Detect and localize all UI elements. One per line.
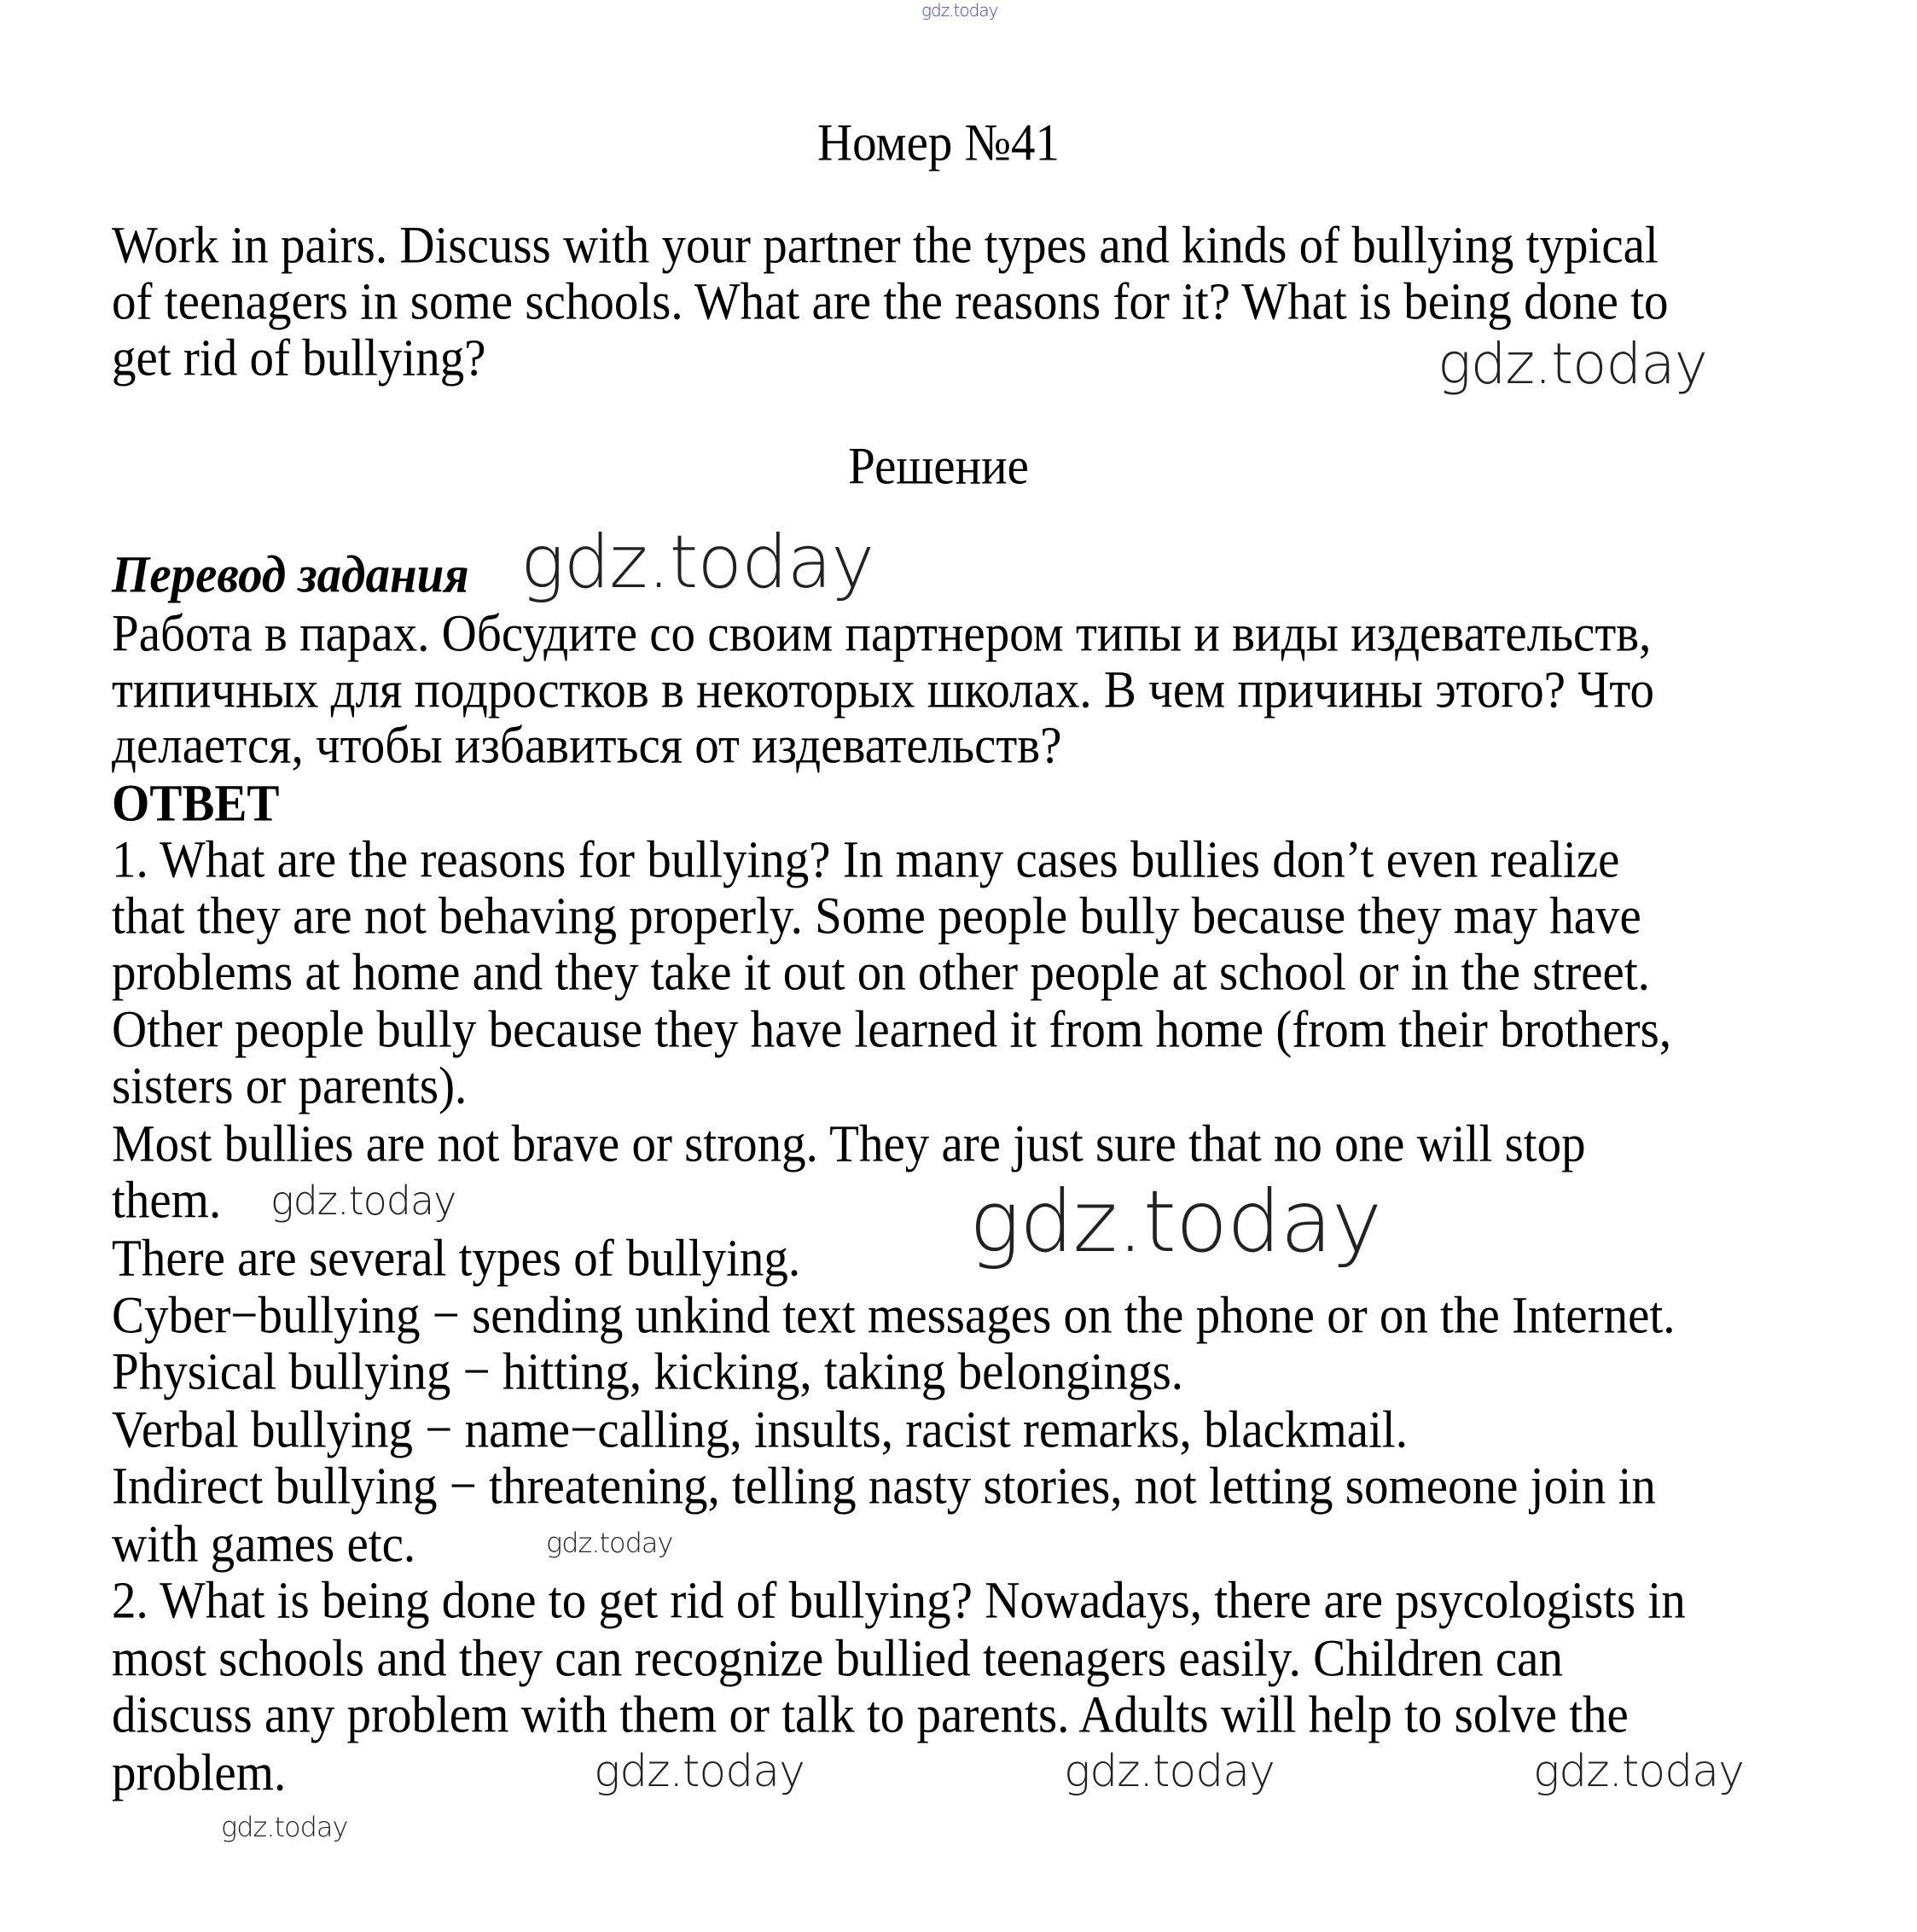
translation-line: делается, чтобы избавиться от издевательств? <box>112 716 1062 775</box>
answer-heading: ОТВЕТ <box>112 774 280 833</box>
watermark: gdz.today <box>221 1811 348 1843</box>
watermark: gdz.today <box>546 1527 673 1559</box>
answer-line: Other people bully because they have learned it from home (from their brothers, <box>112 1000 1672 1059</box>
solution-heading: Решение <box>848 437 1029 496</box>
answer-line: 2. What is being done to get rid of bullying? Nowadays, there are psycologists in <box>112 1571 1686 1630</box>
watermark-top: gdz.today <box>921 0 998 20</box>
answer-line: discuss any problem with them or talk to parents. Adults will help to solve the <box>112 1685 1629 1744</box>
answer-line: Cyber−bullying − sending unkind text messages on the phone or on the Internet. <box>112 1286 1676 1345</box>
watermark: gdz.today <box>594 1746 805 1797</box>
answer-line: Verbal bullying − name−calling, insults, racist remarks, blackmail. <box>112 1400 1408 1459</box>
task-line: of teenagers in some schools. What are the reasons for it? What is being done to <box>112 272 1669 331</box>
translation-heading: Перевод задания <box>112 545 469 604</box>
answer-line: sisters or parents). <box>112 1056 468 1115</box>
watermark: gdz.today <box>270 1178 456 1224</box>
task-line: Work in pairs. Discuss with your partner the types and kinds of bullying typical <box>112 216 1658 275</box>
answer-line: Indirect bullying − threatening, telling nasty stories, not letting someone join in <box>112 1457 1656 1516</box>
watermark: gdz.today <box>520 520 874 605</box>
translation-line: типичных для подростков в некоторых школах. В чем причины этого? Что <box>112 660 1655 719</box>
answer-line: most schools and they can recognize bullied teenagers easily. Children can <box>112 1629 1563 1688</box>
translation-line: Работа в парах. Обсудите со своим партнером типы и виды издевательств, <box>112 604 1652 663</box>
answer-line: with games etc. <box>112 1515 416 1574</box>
answer-line: There are several types of bullying. <box>112 1229 801 1288</box>
watermark: gdz.today <box>1533 1746 1744 1797</box>
task-line: get rid of bullying? <box>112 329 486 387</box>
answer-line: problem. <box>112 1743 287 1802</box>
answer-line: 1. What are the reasons for bullying? In many cases bullies don’t even realize <box>112 830 1620 889</box>
answer-line: problems at home and they take it out on other people at school or in the street. <box>112 943 1650 1002</box>
watermark: gdz.today <box>1438 331 1707 397</box>
watermark: gdz.today <box>969 1172 1382 1272</box>
answer-line: that they are not behaving properly. Some people bully because they may have <box>112 887 1641 946</box>
watermark: gdz.today <box>1064 1746 1275 1797</box>
answer-line: Physical bullying − hitting, kicking, taking belongings. <box>112 1342 1184 1401</box>
page-title: Номер №41 <box>816 113 1060 172</box>
answer-line: Most bullies are not brave or strong. They are just sure that no one will stop <box>112 1114 1586 1173</box>
answer-line: them. <box>112 1171 222 1230</box>
